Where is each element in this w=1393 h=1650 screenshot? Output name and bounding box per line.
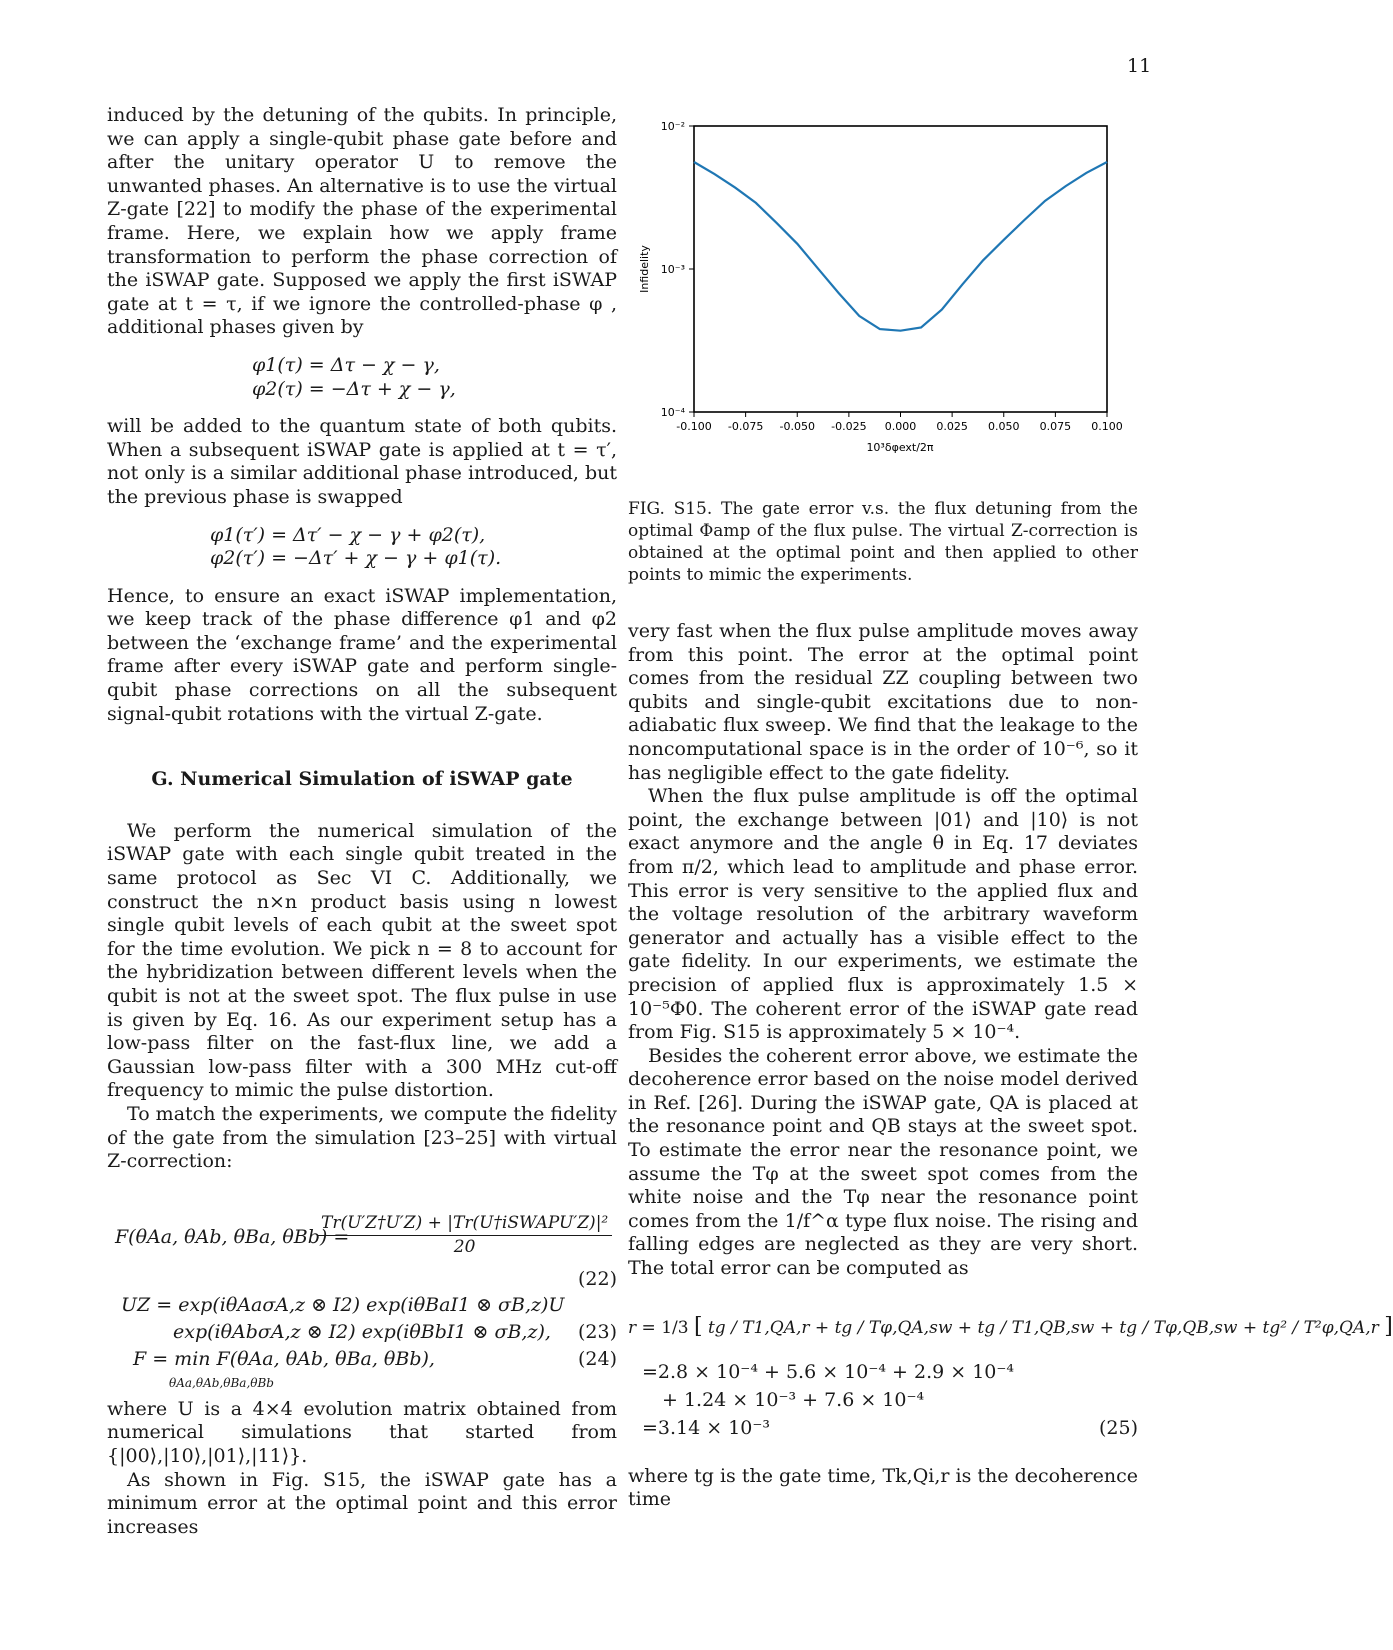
section-heading: G. Numerical Simulation of iSWAP gate: [151, 768, 573, 791]
x-tick-label: 0.050: [988, 420, 1020, 433]
y-tick-label: 10⁻⁴: [660, 406, 685, 419]
eq25-bracket-close: ]: [1384, 1313, 1393, 1339]
paragraph-gate-time: where tg is the gate time, Tk,Qi,r is the decoherence time: [628, 1464, 1138, 1511]
x-tick-label: 0.075: [1039, 420, 1072, 433]
infidelity-chart: [632, 104, 1142, 464]
x-tick-label: 0.025: [936, 420, 968, 433]
x-axis-ticks: [676, 412, 1122, 433]
eq25-term-4: tg / Tφ,QB,sw: [1119, 1317, 1238, 1338]
paragraph-simulation: We perform the numerical simulation of the iSWAP gate with each single qubit treated in the same protocol as Sec VI C. Additionally, we construct the n×n product basis using n lowest single qubit levels of each qubit at the sweet spot for the time evolution. We pick n = 8 to account for the hybridization between different levels when the qubit is not at the sweet spot. The flux pulse in use is given by Eq. 16. As our experiment setup has a low-pass filter on the fast-flux line, we add a Gaussian low-pass filter with a 300 MHz cut-off frequency to mimic the pulse distortion.: [107, 819, 617, 1102]
equation-phases-tau: [252, 354, 617, 401]
paragraph-minimum: As shown in Fig. S15, the iSWAP gate has a minimum error at the optimal point and this error increases: [107, 1468, 617, 1538]
equation-phases-tau-prime: [210, 524, 617, 571]
eq22-numerator: Tr(U′Z†U′Z) + |Tr(U†iSWAPU′Z)|²: [317, 1212, 612, 1237]
eq25-line1: r = 1/3 [ tg / T1,QA,r + tg / Tφ,QA,sw + tg / T1,QB,sw + tg / Tφ,QB,sw + tg² / T²φ,QA,r ]: [628, 1313, 1393, 1339]
x-tick-label: 0.000: [884, 420, 917, 433]
eq22-number: (22): [577, 1267, 617, 1290]
eq23-line1: UZ = exp(iθAaσA,z ⊗ I2) exp(iθBaI1 ⊗ σB,z)U: [121, 1293, 565, 1316]
eq24-subscript: θAa,θAb,θBa,θBb: [169, 1375, 274, 1390]
x-tick-label: 0.100: [1091, 420, 1123, 433]
x-tick-label: -0.050: [779, 420, 815, 433]
y-tick-label: 10⁻²: [660, 120, 685, 133]
x-tick-label: -0.025: [831, 420, 867, 433]
equation-phi1-tau: φ1(τ) = Δτ − χ − γ,: [252, 353, 440, 376]
equation-25: [628, 1305, 1393, 1457]
equation-phi1-tau-prime: φ1(τ′) = Δτ′ − χ − γ + φ2(τ),: [210, 523, 486, 546]
figure-caption: FIG. S15. The gate error v.s. the flux detuning from the optimal Φamp of the flux pulse. The virtual Z-correction is obtained at the optimal point and then applied to other points to mimic the experiments.: [628, 499, 1138, 585]
eq25-prefix: r =: [628, 1317, 656, 1338]
eq24-main: F = min F(θAa, θAb, θBa, θBb),: [133, 1347, 435, 1370]
paragraph-decoherence: Besides the coherent error above, we estimate the decoherence error based on the noise model derived in Ref. [26]. During the iSWAP gate, QA is placed at the resonance point and QB stays at the sweet spot. To estimate the error near the resonance point, we assume the Tφ at the sweet spot comes from the white noise and the Tφ near the resonance point comes from the 1/f^α type flux noise. The rising and falling edges are neglected as they are very short. The total error can be computed as: [628, 1044, 1138, 1280]
equation-23: [107, 1294, 617, 1348]
paragraph-intro: induced by the detuning of the qubits. In principle, we can apply a single-qubit phase gate before and after the unitary operator U to remove the unwanted phases. An alternative is to use the virtual Z-gate [22] to modify the phase of the experimental frame. Here, we explain how we apply frame transformation to perform the phase correction of the iSWAP gate. Supposed we apply the first iSWAP gate at t = τ, if we ignore the controlled-phase φ , additional phases given by: [107, 104, 617, 339]
plot-frame: [694, 126, 1107, 412]
y-axis-ticks: [661, 120, 694, 419]
paragraph-evolution: where U is a 4×4 evolution matrix obtained from numerical simulations that started from {|00⟩,|10⟩,|01⟩,|11⟩}.: [107, 1397, 617, 1467]
x-tick-label: -0.100: [676, 420, 712, 433]
y-tick-label: 10⁻³: [660, 263, 685, 276]
eq25-number: (25): [1098, 1416, 1138, 1439]
eq24-number: (24): [577, 1347, 617, 1370]
paragraph-coherent-error: When the flux pulse amplitude is off the optimal point, the exchange between |01⟩ and |10⟩ is not exact anymore and the angle θ in Eq. 17 deviates from π/2, which lead to amplitude and phase error. This error is very sensitive to the applied flux and the voltage resolution of the arbitrary waveform generator and actually has a visible effect to the gate fidelity. In our experiments, we estimate the precision of applied flux is approximately 1.5 × 10⁻⁵Φ0. The coherent error of the iSWAP gate read from Fig. S15 is approximately 5 × 10⁻⁴.: [628, 785, 1138, 1044]
equation-24: [107, 1348, 617, 1398]
equation-phi2-tau-prime: φ2(τ′) = −Δτ′ + χ − γ + φ1(τ).: [210, 547, 502, 570]
x-tick-label: -0.075: [727, 420, 764, 433]
eq25-bracket-open: [: [693, 1313, 703, 1339]
paragraph-swap: will be added to the quantum state of both qubits. When a subsequent iSWAP gate is applied at t = τ′, not only is a similar additional phase introduced, but the previous phase is swapped: [107, 415, 617, 508]
left-column: [107, 104, 617, 1539]
x-axis-label: 10³δφext/2π: [866, 441, 934, 454]
eq22-denominator: 20: [453, 1237, 476, 1258]
eq25-line4: =3.14 × 10⁻³: [642, 1416, 771, 1439]
eq22-lhs: F(θAa, θAb, θBa, θBb) =: [115, 1225, 350, 1248]
eq25-term-3: tg / T1,QB,sw: [977, 1317, 1095, 1338]
eq25-line3: + 1.24 × 10⁻³ + 7.6 × 10⁻⁴: [662, 1388, 925, 1411]
paragraph-error-source: very fast when the flux pulse amplitude moves away from this point. The error at the optimal point comes from the residual ZZ coupling between two qubits and single-qubit excitations due to non-adiabatic flux sweep. We find that the leakage to the noncomputational space is in the order of 10⁻⁶, so it has negligible effect to the gate fidelity.: [628, 620, 1138, 784]
figure-s15: [632, 104, 1142, 464]
paragraph-fidelity: To match the experiments, we compute the fidelity of the gate from the simulation [23–25] with virtual Z-correction:: [107, 1102, 617, 1173]
eq25-one-third: 1/3: [661, 1317, 689, 1338]
page-number: 11: [1127, 55, 1152, 77]
eq25-term-5: tg² / T²φ,QA,r: [1262, 1317, 1379, 1338]
eq22-fraction: [317, 1212, 612, 1260]
paragraph-frame: Hence, to ensure an exact iSWAP implementation, we keep track of the phase difference φ1 and φ2 between the ‘exchange frame’ and the experimental frame after every iSWAP gate and perform single-qubit phase corrections on all the subsequent signal-qubit rotations with the virtual Z-gate.: [107, 584, 617, 725]
infidelity-series-line: [694, 162, 1107, 331]
y-axis-label: Infidelity: [638, 245, 651, 293]
eq25-term-2: tg / Tφ,QA,sw: [834, 1317, 953, 1338]
eq23-number: (23): [577, 1320, 617, 1343]
eq23-line2: exp(iθAbσA,z ⊗ I2) exp(iθBbI1 ⊗ σB,z),: [173, 1320, 551, 1343]
right-column: [628, 620, 1393, 1512]
eq25-line2: =2.8 × 10⁻⁴ + 5.6 × 10⁻⁴ + 2.9 × 10⁻⁴: [642, 1360, 1015, 1383]
equation-phi2-tau: φ2(τ) = −Δτ + χ − γ,: [252, 377, 456, 400]
equation-22: [107, 1210, 617, 1290]
eq25-term-1: tg / T1,QA,r: [707, 1317, 810, 1338]
